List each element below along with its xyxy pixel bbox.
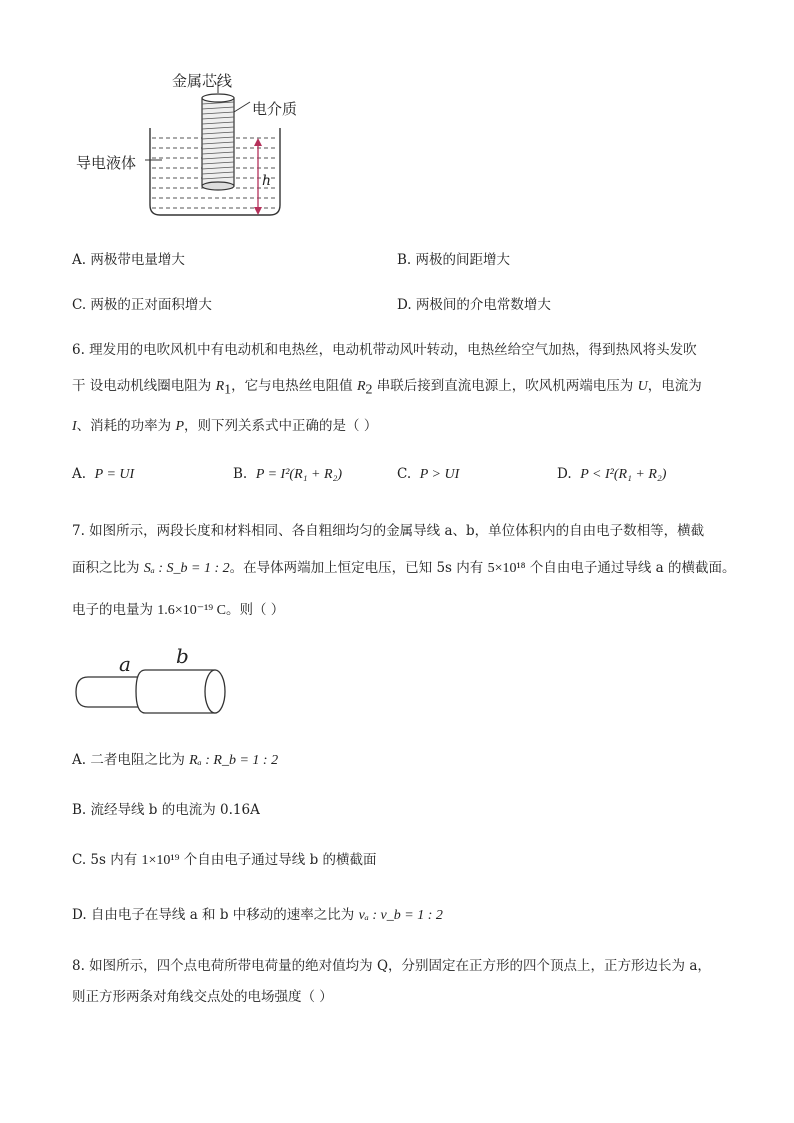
q7-line-2: 面积之比为 Sₐ : S_b = 1 : 2。在导体两端加上恒定电压，已知 5s 内有 5×10¹⁸ 个自由电子通过导线 a 的横截面。 [72,560,736,576]
q5-option-b[interactable]: B. 两极的间距增大 [397,252,511,268]
q6-line-1: 6. 理发用的电吹风机中有电动机和电热丝，电动机带动风叶转动，电热丝给空气加热，得到热风将头发吹 [72,342,697,358]
label-liquid: 导电液体 [76,154,137,172]
q6-option-b[interactable]: B. P = I²(R₁ + R₂) [233,466,343,482]
q8-line-1: 8. 如图所示，四个点电荷所带电荷量的绝对值均为 Q，分别固定在正方形的四个顶点上，正方形边长为 a， [72,958,711,974]
wire-label-b: b [176,644,189,668]
q7-line-3: 电子的电量为 1.6×10⁻¹⁹ C。则（ ） [72,602,285,618]
wire-label-a: a [119,652,131,676]
q5-option-d[interactable]: D. 两极间的介电常数增大 [397,297,551,313]
q6-option-d[interactable]: D. P < I²(R₁ + R₂) [557,466,667,482]
label-core: 金属芯线 [172,72,233,90]
q6-line-2: 干 设电动机线圈电阻为 $R_1$，它与电热丝电阻值 $R_2$ 串联后接到直流电源上，吹风机两端电压为 U，电流为 [72,378,702,398]
q6-option-c[interactable]: C. P > UI [397,466,460,482]
q6-option-a[interactable]: A. P = UI [72,466,135,482]
q6-line-3: I、消耗的功率为 P，则下列关系式中正确的是（ ） [72,418,378,434]
q5-option-c[interactable]: C. 两极的正对面积增大 [72,297,212,313]
q7-option-c[interactable]: C. 5s 内有 1×10¹⁹ 个自由电子通过导线 b 的横截面 [72,852,377,868]
q7-option-d[interactable]: D. 自由电子在导线 a 和 b 中移动的速率之比为 vₐ : v_b = 1 : 2 [72,907,443,923]
label-dielectric: 电介质 [252,100,298,118]
q7-option-b[interactable]: B. 流经导线 b 的电流为 0.16A [72,802,260,818]
q5-option-a[interactable]: A. 两极带电量增大 [72,252,185,268]
wires-figure [70,645,240,720]
q7-option-a[interactable]: A. 二者电阻之比为 Rₐ : R_b = 1 : 2 [72,752,279,768]
label-h: h [262,173,272,189]
q7-line-1: 7. 如图所示，两段长度和材料相同、各自粗细均匀的金属导线 a、b，单位体积内的自由电子数相等，横截 [72,523,705,539]
q8-line-2: 则正方形两条对角线交点处的电场强度（ ） [72,989,333,1005]
